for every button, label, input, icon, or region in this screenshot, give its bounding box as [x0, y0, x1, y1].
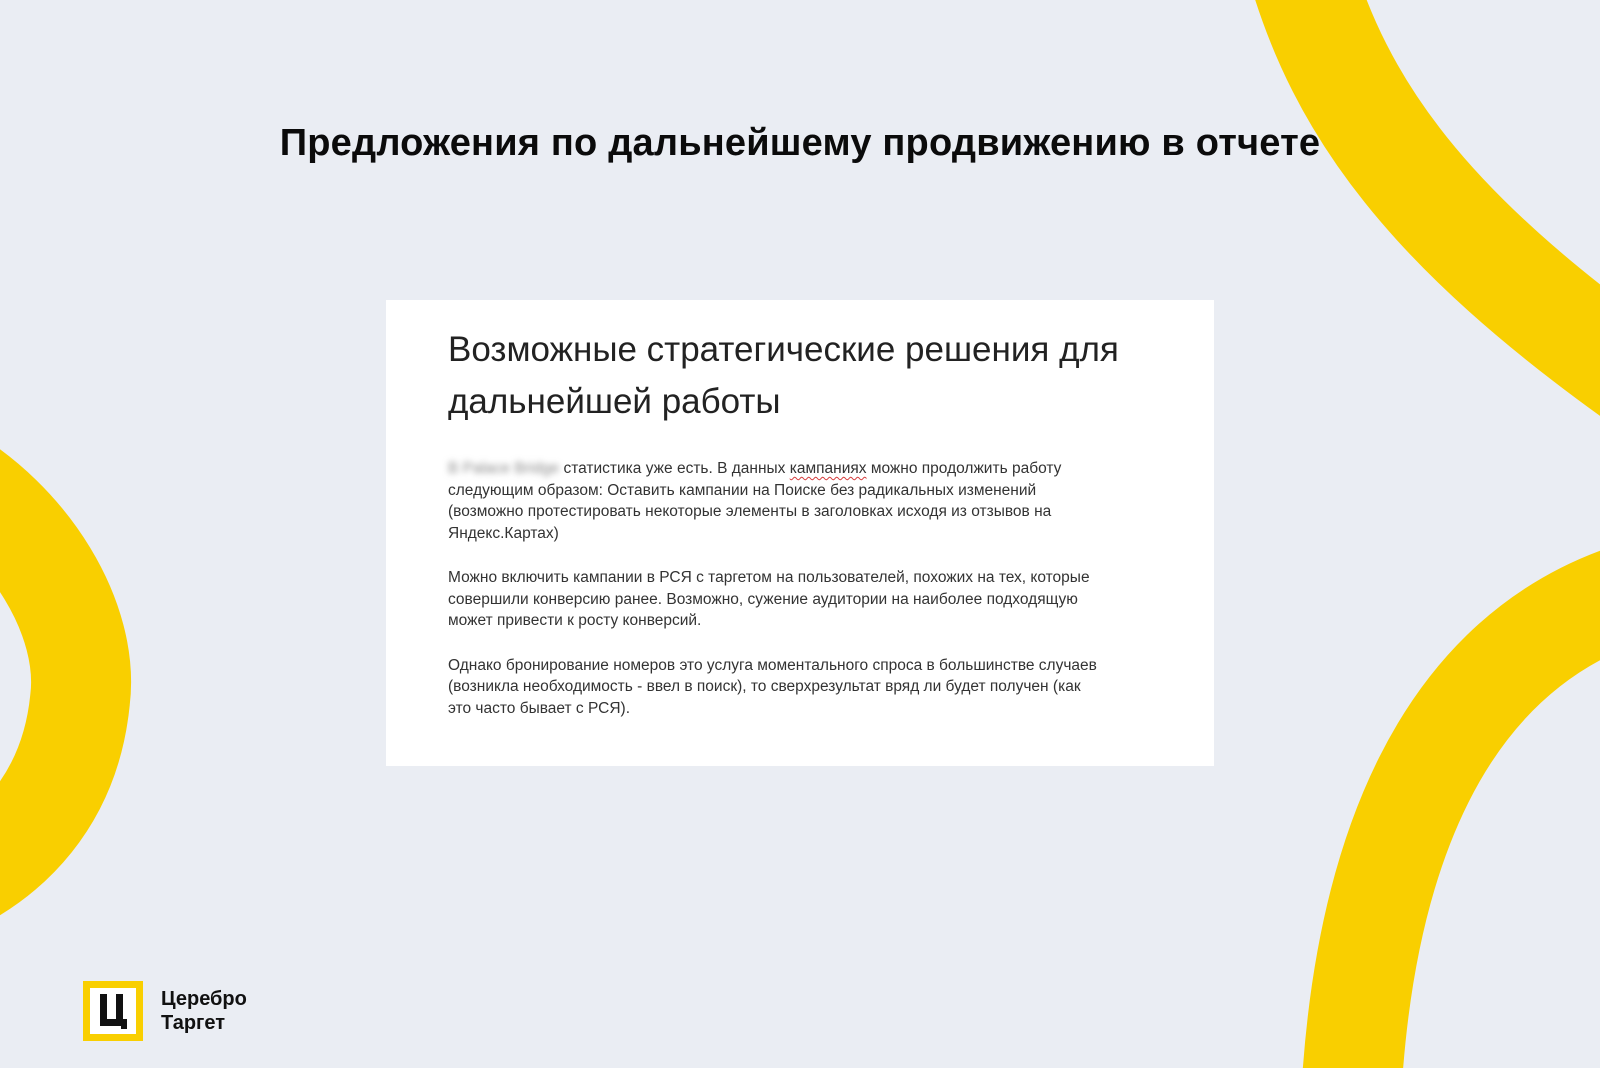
report-paragraph-3: Однако бронирование номеров это услуга моментального спроса в большинстве случаев (возникла необходимость - ввел в поиск), то сверхрезультат вряд ли будет получен (как это часто бывает с РСЯ). [448, 656, 1097, 717]
spellcheck-marked-word: кампаниях [789, 460, 867, 477]
brand-name-line-1: Церебро [161, 988, 247, 1010]
brand-name-line-2: Таргет [161, 1012, 226, 1034]
cerebro-target-logo-icon [83, 981, 143, 1041]
report-screenshot-card [386, 300, 1214, 766]
paragraph-1-text-a: статистика уже есть. В данных [559, 460, 790, 477]
paragraph-1-text-b: можно продолжить работу следующим образом: Оставить кампании на Поиске без радикальных изменений (возможно протестировать некоторые элементы в заголовках исходя из отзывов на Яндекс.Картах) [448, 460, 1062, 542]
report-paragraph-2: Можно включить кампании в РСЯ с таргетом на пользователей, похожих на тех, которые совершили конверсию ранее. Возможно, сужение аудитории на наиболее подходящую может привести к росту конверсий. [448, 569, 1090, 629]
slide-title: Предложения по дальнейшему продвижению в отчете [279, 122, 1321, 164]
redacted-hotel-name: В Palace Bridge [448, 460, 560, 477]
arc-left [0, 470, 81, 890]
arc-top-right [1298, 0, 1600, 380]
brand-logo [83, 981, 247, 1041]
report-paragraph-1 [448, 458, 1108, 544]
report-heading: Возможные стратегические решения для дальнейшей работы [448, 330, 1119, 421]
arc-bottom-right [1350, 590, 1600, 1068]
brand-name [161, 987, 247, 1035]
